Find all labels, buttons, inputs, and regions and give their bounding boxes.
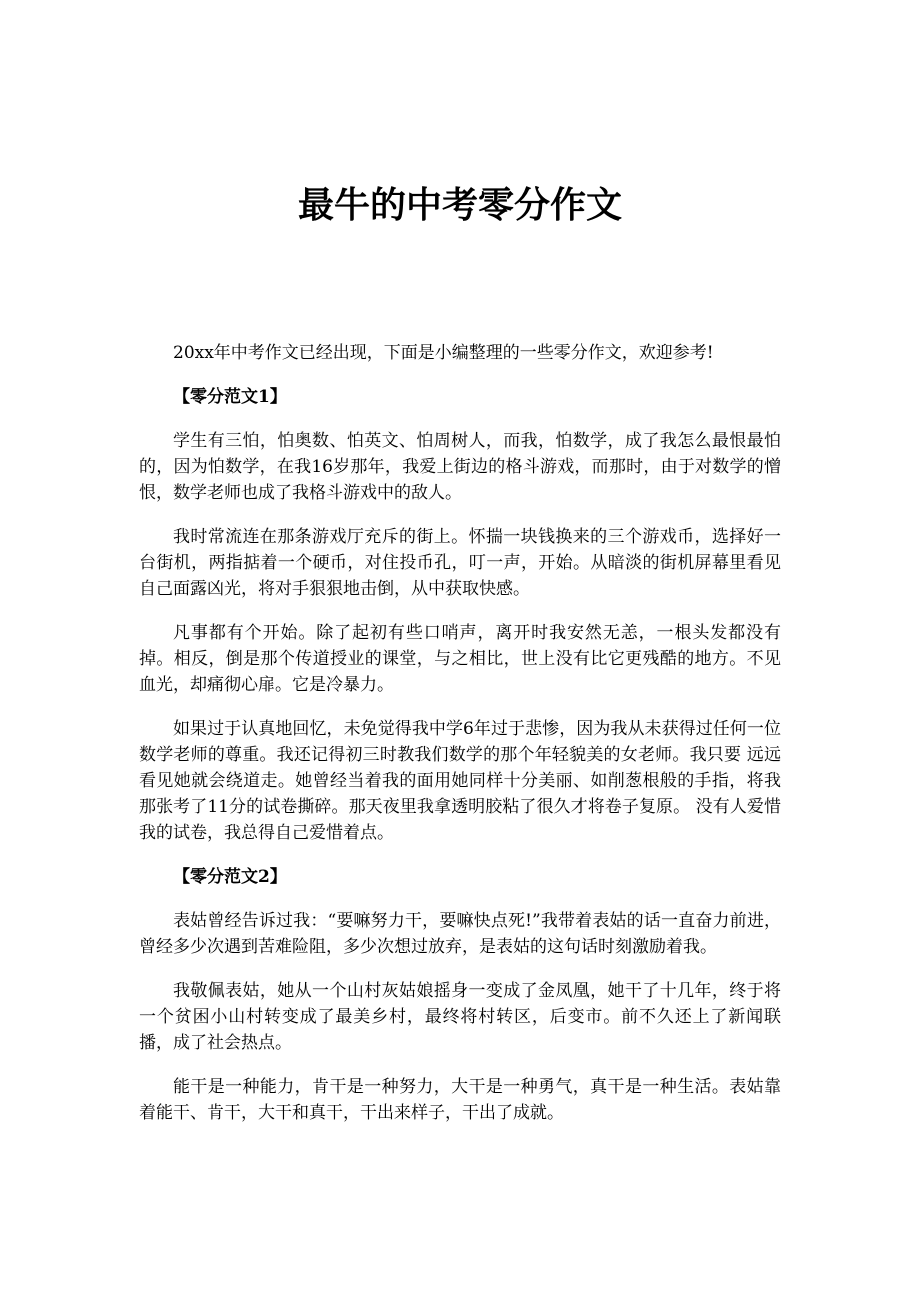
essay1-paragraph-1: 学生有三怕，怕奥数、怕英文、怕周树人，而我，怕数学，成了我怎么最恨最怕的，因为怕数学，在我16岁那年，我爱上街边的格斗游戏，而那时，由于对数学的憎恨，数学老师也成了我格斗游戏中的敌人。 xyxy=(139,431,781,503)
document-title: 最牛的中考零分作文 xyxy=(297,184,622,226)
essay2-paragraph-3: 能干是一种能力，肯干是一种努力，大干是一种勇气，真干是一种生活。表姑靠着能干、肯干，大干和真干，干出来样子，干出了成就。 xyxy=(139,1077,781,1123)
essay2-heading: 【零分范文2】 xyxy=(173,867,287,887)
essay1-paragraph-2: 我时常流连在那条游戏厅充斥的街上。怀揣一块钱换来的三个游戏币，选择好一台街机，两指掂着一个硬币，对住投币孔，叮一声，开始。从暗淡的街机屏幕里看见自己面露凶光，将对手狠狠地击倒，从中获取快感。 xyxy=(139,527,781,599)
document-body xyxy=(139,340,781,1144)
essay1-paragraph-3: 凡事都有个开始。除了起初有些口哨声，离开时我安然无恙，一根头发都没有掉。相反，倒是那个传道授业的课堂，与之相比，世上没有比它更残酷的地方。不见血光，却痛彻心扉。它是冷暴力。 xyxy=(139,623,781,695)
essay1-heading: 【零分范文1】 xyxy=(173,387,287,407)
intro-paragraph: 20xx年中考作文已经出现，下面是小编整理的一些零分作文，欢迎参考! xyxy=(173,343,714,363)
essay2-paragraph-1: 表姑曾经告诉过我：“要嘛努力干，要嘛快点死!”我带着表姑的话一直奋力前进，曾经多少次遇到苦难险阻，多少次想过放弃，是表姑的这句话时刻激励着我。 xyxy=(139,911,781,957)
essay2-paragraph-2: 我敬佩表姑，她从一个山村灰姑娘摇身一变成了金凤凰，她干了十几年，终于将一个贫困小山村转变成了最美乡村，最终将村转区，后变市。前不久还上了新闻联播，成了社会热点。 xyxy=(139,981,781,1053)
essay1-paragraph-4: 如果过于认真地回忆，未免觉得我中学6年过于悲惨，因为我从未获得过任何一位数学老师的尊重。我还记得初三时教我们数学的那个年轻貌美的女老师。我只要 远远看见她就会绕道走。她曾经当着我的面用她同样十分美丽、如削葱根般的手指，将我那张考了11分的试卷撕碎。那天夜里我拿透明胶粘了很久才将卷子复原。 没有人爱惜我的试卷，我总得自己爱惜着点。 xyxy=(139,719,781,843)
